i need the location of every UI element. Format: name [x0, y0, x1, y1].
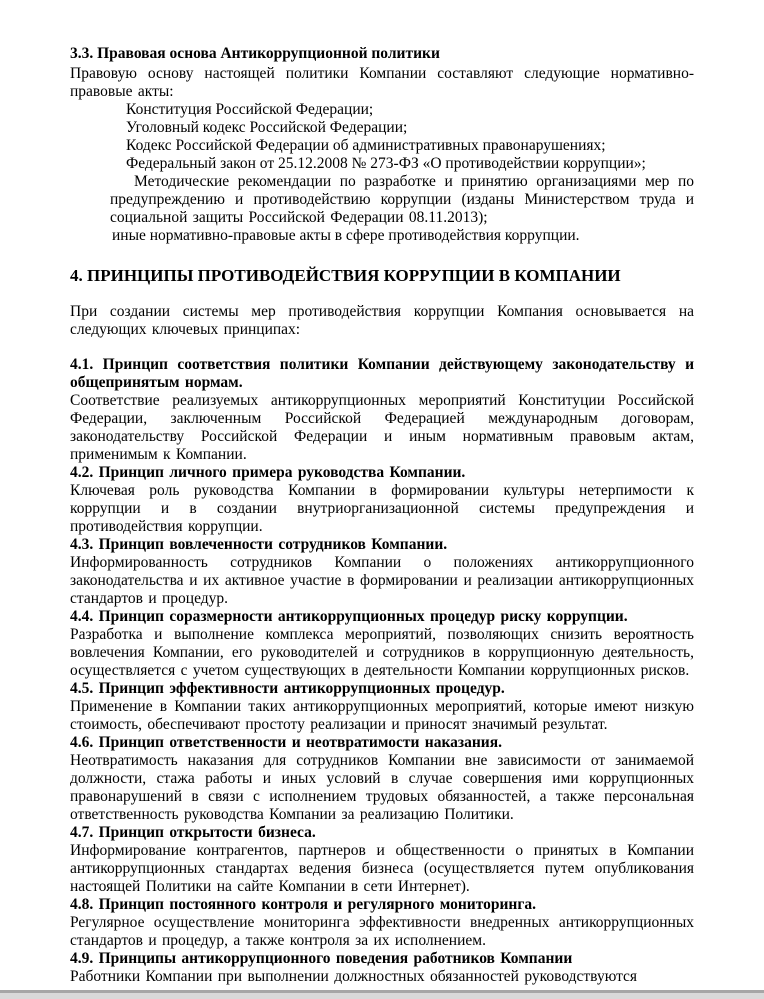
principle-body: Работники Компании при выполнении должностных обязанностей руководствуются: [70, 968, 638, 985]
principle-body: Ключевая роль руководства Компании в формировании культуры нетерпимости к коррупции и в создании внутриорганизационной системы предупреждения и противодействия коррупции.: [70, 482, 694, 535]
principle-block-4-5: [70, 680, 694, 734]
legal-act-item: Федеральный закон от 25.12.2008 № 273-ФЗ «О противодействии коррупции»;: [126, 155, 646, 172]
principle-title: 4.8. Принцип постоянного контроля и регулярного мониторинга.: [70, 896, 537, 913]
principle-title: 4.2. Принцип личного примера руководства Компании.: [70, 464, 466, 481]
page-bottom-edge: [0, 990, 764, 999]
legal-act-item: Уголовный кодекс Российской Федерации;: [126, 119, 408, 136]
principle-title: 4.4. Принцип соразмерности антикоррупционных процедур риску коррупции.: [70, 608, 628, 625]
legal-act-item: Конституция Российской Федерации;: [126, 101, 374, 118]
principle-body: Информирование контрагентов, партнеров и общественности о принятых в Компании антикоррупционных стандартах ведения бизнеса (осуществляется путем опубликования настоящей Политики на сайте Компании в сети Интернет).: [70, 842, 694, 895]
section-4-heading: 4. ПРИНЦИПЫ ПРОТИВОДЕЙСТВИЯ КОРРУПЦИИ В КОМПАНИИ: [70, 266, 621, 285]
section-4-intro: При создании системы мер противодействия коррупции Компания основывается на следующих ключевых принципах:: [70, 303, 694, 338]
principle-title: 4.7. Принцип открытости бизнеса.: [70, 824, 316, 841]
section-3-3-heading: 3.3. Правовая основа Антикоррупционной политики: [70, 45, 440, 62]
principle-block-4-3: [70, 536, 694, 608]
principle-title: 4.6. Принцип ответственности и неотвратимости наказания.: [70, 734, 502, 751]
principle-title: 4.1. Принцип соответствия политики Компании действующему законодательству и общепринятым нормам.: [70, 356, 694, 391]
principle-block-4-8: [70, 896, 694, 950]
principle-block-4-7: [70, 824, 694, 896]
legal-act-item: Методические рекомендации по разработке и принятию организациями мер по предупреждению и противодействию коррупции (изданы Министерством труда и социальной защиты Российской Федерации 08.11.2013);: [110, 173, 694, 226]
principle-title: 4.5. Принцип эффективности антикоррупционных процедур.: [70, 680, 505, 697]
principle-body: Неотвратимость наказания для сотрудников Компании вне зависимости от занимаемой должности, стажа работы и иных условий в случае совершения ими коррупционных правонарушений в связи с исполнением трудовых обязанностей, а также персональная ответственность руководства Компании за реализацию Политики.: [70, 752, 694, 823]
section-3-3-intro: Правовую основу настоящей политики Компании составляют следующие нормативно-правовые акты:: [70, 65, 694, 100]
principle-block-4-6: [70, 734, 694, 824]
legal-act-item: Кодекс Российской Федерации об административных правонарушениях;: [126, 137, 606, 154]
principle-title: 4.9. Принципы антикоррупционного поведения работников Компании: [70, 950, 573, 967]
principle-body: Регулярное осуществление мониторинга эффективности внедренных антикоррупционных стандартов и процедур, а также контроля за их исполнением.: [70, 914, 694, 949]
principle-title: 4.3. Принцип вовлеченности сотрудников Компании.: [70, 536, 448, 553]
legal-act-item: иные нормативно-правовые акты в сфере противодействия коррупции.: [112, 227, 580, 244]
principle-body: Соответствие реализуемых антикоррупционных мероприятий Конституции Российской Федерации, заключенным Российской Федерацией международным договорам, законодательству Российской Федерации и иным нормативным правовым актам, применимым к Компании.: [70, 392, 694, 463]
principle-body: Применение в Компании таких антикоррупционных мероприятий, которые имеют низкую стоимость, обеспечивают простоту реализации и приносят значимый результат.: [70, 698, 694, 733]
principle-body: Разработка и выполнение комплекса мероприятий, позволяющих снизить вероятность вовлечения Компании, его руководителей и сотрудников в коррупционную деятельность, осуществляется с учетом существующих в деятельности Компании коррупционных рисков.: [70, 626, 694, 679]
principle-body: Информированность сотрудников Компании о положениях антикоррупционного законодательства и их активное участие в формировании и реализации антикоррупционных стандартов и процедур.: [70, 554, 694, 607]
principle-block-4-9: [70, 950, 694, 986]
principle-block-4-4: [70, 608, 694, 680]
principle-block-4-1: [70, 356, 694, 464]
principle-block-4-2: [70, 464, 694, 536]
